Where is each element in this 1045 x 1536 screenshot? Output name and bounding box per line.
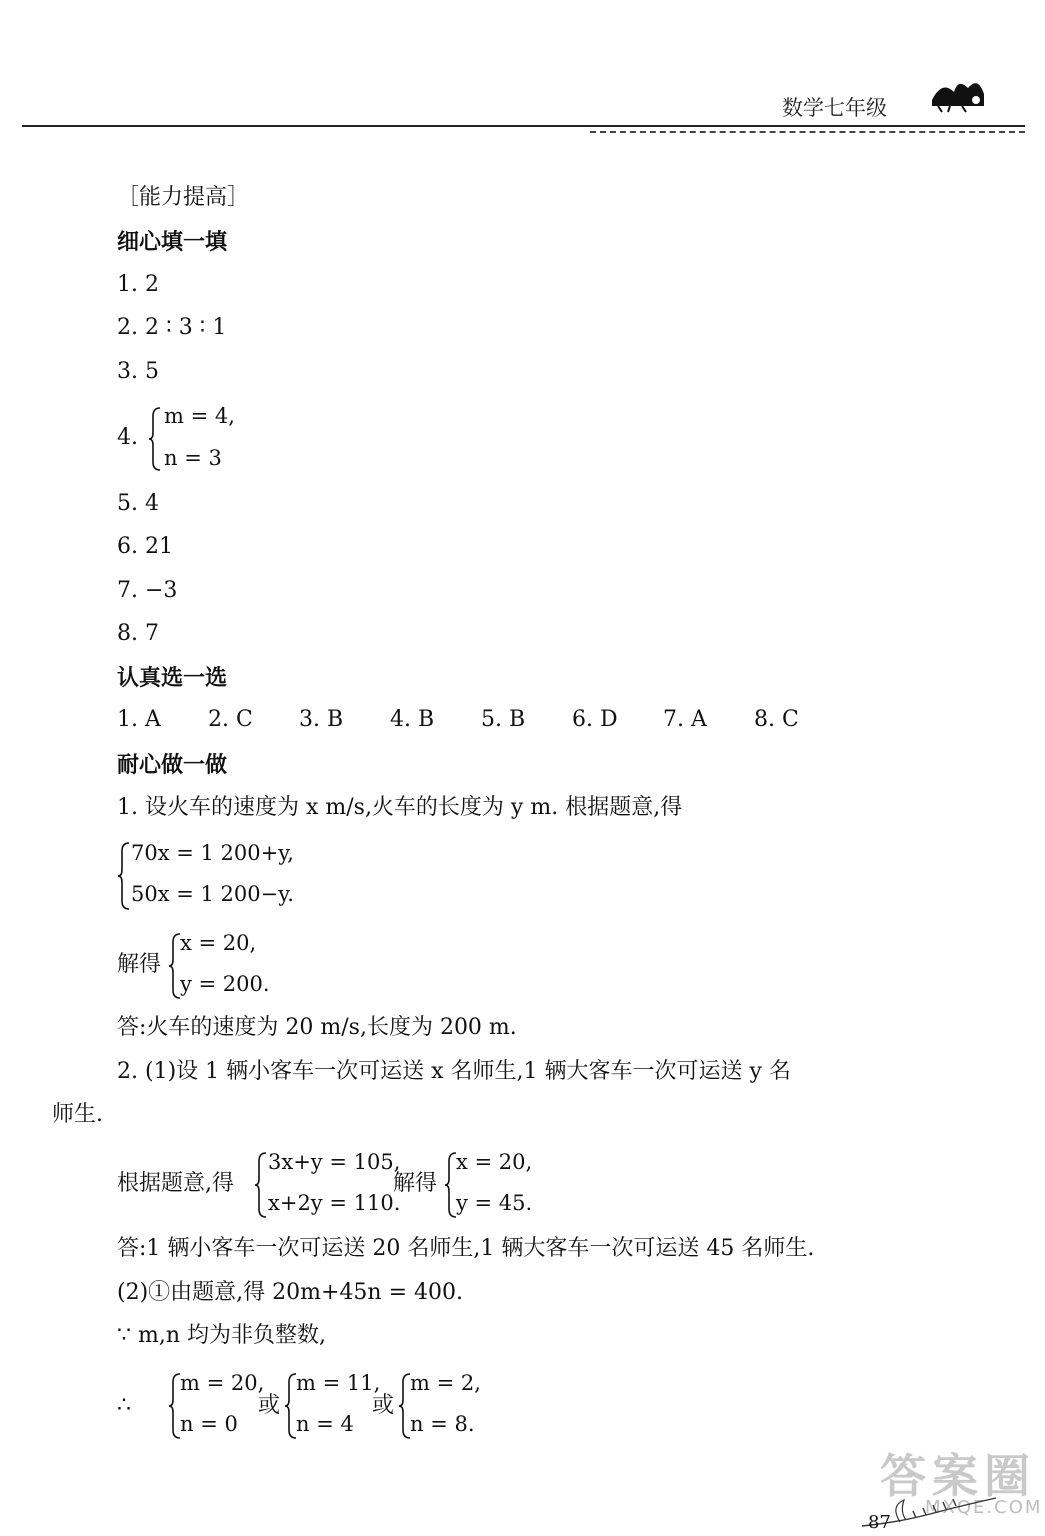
problem-2-answer: 答:1 辆小客车一次可运送 20 名师生,1 辆大客车一次可运送 45 名师生.: [117, 1236, 815, 1261]
fill-item-8: 8. 7: [117, 621, 159, 646]
solve-heading: 耐心做一做: [117, 753, 228, 778]
choice-answer: 7. A: [663, 707, 707, 732]
problem-1-answer: 答:火车的速度为 20 m/s,长度为 200 m.: [117, 1015, 517, 1040]
or-word: 或: [258, 1393, 281, 1418]
header-title: 数学七年级: [782, 96, 887, 120]
fill-item-3: 3. 5: [117, 359, 159, 384]
section-label: ［能力提高］: [117, 185, 250, 210]
choice-answer: 2. C: [208, 707, 253, 732]
equation-line: 3x+y = 105,: [268, 1150, 401, 1174]
equation-line: x = 20,: [180, 931, 257, 955]
watermark: 答案圈: [880, 1449, 1036, 1503]
equation-line: 50x = 1 200−y.: [131, 882, 294, 906]
problem-2-solve-label: 解得: [393, 1171, 438, 1196]
equation-line: y = 45.: [456, 1191, 533, 1215]
choice-answer: 1. A: [117, 707, 161, 732]
problem-2b-statement: (2)①由题意,得 20m+45n = 400.: [117, 1280, 464, 1305]
equation-line: n = 3: [164, 446, 222, 470]
choice-answer: 5. B: [481, 707, 526, 732]
fill-item-5: 5. 4: [117, 491, 159, 516]
fill-heading: 细心填一填: [117, 230, 228, 255]
equation-line: m = 20,: [180, 1371, 265, 1395]
fill-item-4: 4.: [117, 425, 138, 450]
brace-icon: [117, 841, 131, 911]
equation-line: m = 11,: [296, 1371, 381, 1395]
problem-1-solve-label: 解得: [117, 952, 162, 977]
problem-2-statement-line-1: 2. (1)设 1 辆小客车一次可运送 x 名师生,1 辆大客车一次可运送 y 名: [117, 1059, 791, 1084]
brace-icon: [148, 406, 162, 472]
choice-answer: 6. D: [572, 707, 618, 732]
choice-answer: 3. B: [299, 707, 344, 732]
problem-2-label: 根据题意,得: [117, 1171, 234, 1196]
problem-1-statement: 1. 设火车的速度为 x m/s,火车的长度为 y m. 根据题意,得: [117, 795, 683, 820]
watermark-url: MXQE.COM: [925, 1497, 1043, 1518]
equation-line: n = 0: [180, 1412, 238, 1436]
or-word: 或: [372, 1393, 395, 1418]
choose-heading: 认真选一选: [117, 666, 228, 691]
header-dashed-rule: [590, 131, 1025, 133]
therefore-symbol: ∴: [117, 1393, 131, 1418]
header-logo-icon: [928, 70, 988, 114]
equation-line: 70x = 1 200+y,: [131, 841, 294, 865]
equation-line: n = 8.: [410, 1412, 475, 1436]
equation-line: n = 4: [296, 1412, 354, 1436]
page-number: 87: [868, 1512, 891, 1533]
fill-item-2: 2. 2 ∶ 3 ∶ 1: [117, 315, 227, 340]
choice-answer: 4. B: [390, 707, 435, 732]
fill-item-7: 7. −3: [117, 578, 178, 603]
equation-line: m = 2,: [410, 1371, 481, 1395]
equation-line: y = 200.: [180, 972, 270, 996]
equation-line: x+2y = 110.: [268, 1191, 401, 1215]
problem-2-statement-line-2: 师生.: [52, 1102, 103, 1127]
equation-line: m = 4,: [164, 404, 235, 428]
header-rule: [22, 125, 1025, 127]
brace-icon: [254, 1151, 268, 1219]
fill-item-6: 6. 21: [117, 534, 173, 559]
choose-answers: [117, 706, 845, 734]
equation-line: x = 20,: [456, 1150, 533, 1174]
choice-answer: 8. C: [754, 707, 799, 732]
because-line: ∵ m,n 均为非负整数,: [117, 1323, 327, 1348]
fill-item-1: 1. 2: [117, 272, 159, 297]
